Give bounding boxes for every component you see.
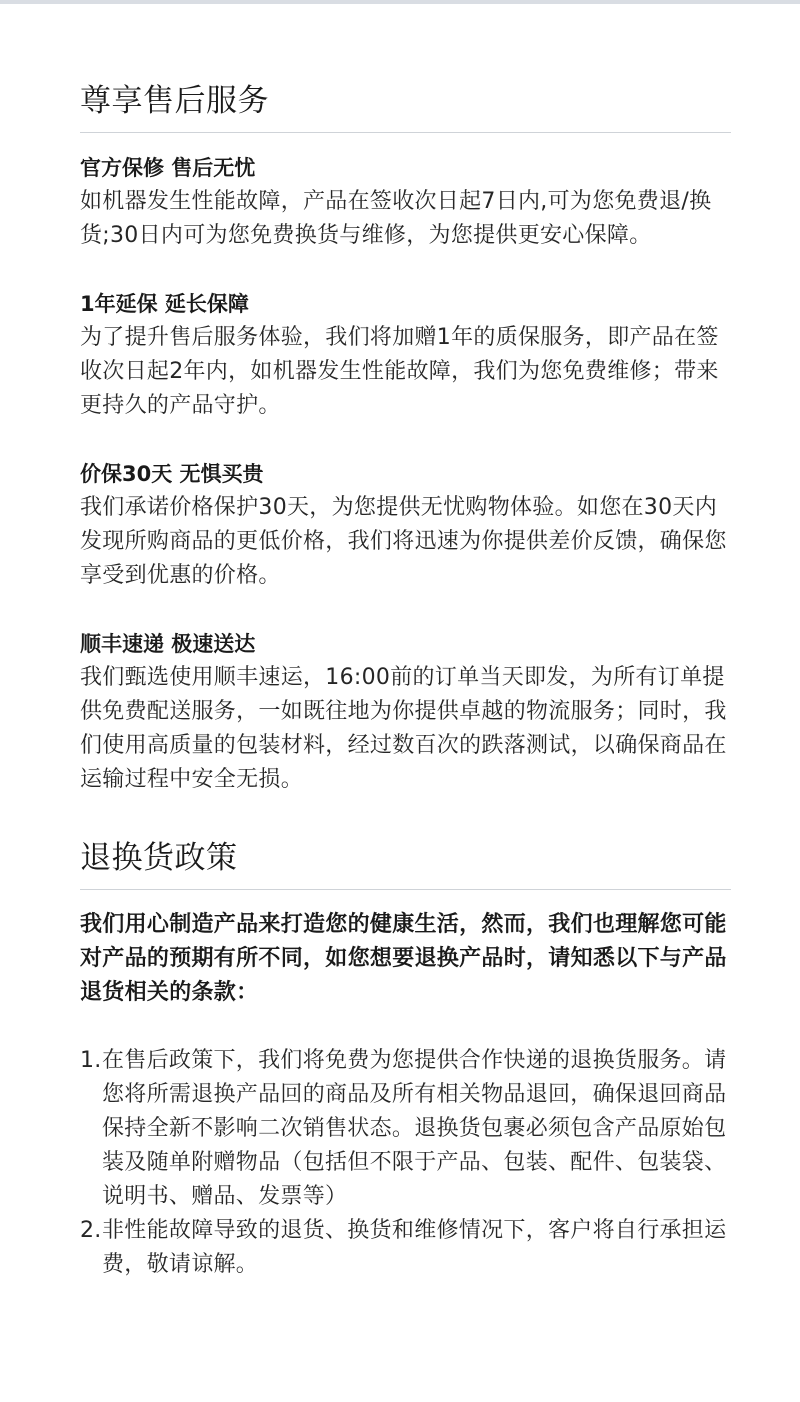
policy-item-text: 非性能故障导致的退货、换货和维修情况下，客户将自行承担运费，敬请谅解。	[102, 1218, 727, 1277]
service-block-extended-warranty	[80, 287, 731, 423]
service-block-price-protection	[80, 457, 731, 593]
block-title: 官方保修 售后无忧	[80, 156, 256, 180]
block-body: 我们甄选使用顺丰速运，16:00前的订单当天即发，为所有订单提供免费配送服务，一如既往地为你提供卓越的物流服务；同时，我们使用高质量的包装材料，经过数百次的跌落测试，以确保商品在运输过程中安全无损。	[80, 665, 727, 792]
policy-list	[80, 1044, 731, 1282]
service-block-warranty	[80, 151, 731, 253]
block-body: 为了提升售后服务体验，我们将加赠1年的质保服务，即产品在签收次日起2年内，如机器发生性能故障，我们为您免费维修；带来更持久的产品守护。	[80, 325, 719, 418]
after-sales-service-section	[80, 78, 731, 797]
service-block-shipping	[80, 627, 731, 797]
policy-intro: 我们用心制造产品来打造您的健康生活，然而，我们也理解您可能对产品的预期有所不同，如您想要退换产品时，请知悉以下与产品退货相关的条款：	[80, 912, 727, 1005]
section-divider	[80, 889, 731, 890]
policy-item	[80, 1044, 731, 1214]
policy-item-number: 1.	[80, 1048, 102, 1073]
page-content	[80, 78, 731, 1282]
section-title-return-policy: 退换货政策	[80, 840, 238, 876]
return-policy-section	[80, 835, 731, 1282]
block-title: 价保30天 无惧买贵	[80, 462, 264, 486]
policy-item-text: 在售后政策下，我们将免费为您提供合作快递的退换货服务。请您将所需退换产品回的商品及所有相关物品退回，确保退回商品保持全新不影响二次销售状态。退换货包裹必须包含产品原始包装及随单附赠物品（包括但不限于产品、包装、配件、包装袋、说明书、赠品、发票等）	[102, 1048, 727, 1209]
policy-item	[80, 1214, 731, 1282]
section-title-after-sales: 尊享售后服务	[80, 83, 269, 119]
policy-item-number: 2.	[80, 1218, 102, 1243]
block-body: 如机器发生性能故障，产品在签收次日起7日内,可为您免费退/换货;30日内可为您免费换货与维修，为您提供更安心保障。	[80, 189, 712, 248]
section-divider	[80, 132, 731, 133]
top-strip	[0, 0, 800, 4]
block-title: 顺丰速递 极速送达	[80, 632, 256, 656]
block-body: 我们承诺价格保护30天，为您提供无忧购物体验。如您在30天内发现所购商品的更低价格，我们将迅速为你提供差价反馈，确保您享受到优惠的价格。	[80, 495, 727, 588]
block-title: 1年延保 延长保障	[80, 292, 249, 316]
